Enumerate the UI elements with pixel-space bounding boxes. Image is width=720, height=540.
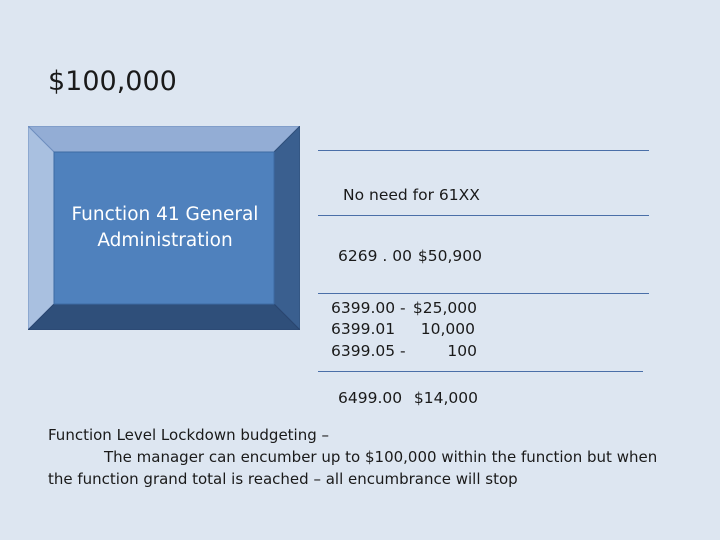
- table-cell-account: 6269 . 00: [338, 247, 412, 265]
- note-text: No need for 61XX: [343, 186, 480, 204]
- footer-line: the function grand total is reached – all encumbrance will stop: [48, 470, 518, 488]
- table-cell-amount: $25,000: [412, 299, 477, 317]
- divider: [318, 371, 643, 372]
- bevel-top: [28, 126, 300, 152]
- table-cell-account: 6399.01: [331, 320, 396, 338]
- table-cell-amount: $14,000: [413, 389, 478, 407]
- divider: [318, 293, 649, 294]
- footer-heading: Function Level Lockdown budgeting –: [48, 426, 330, 444]
- bevel-right: [274, 126, 300, 330]
- divider: [318, 150, 649, 151]
- table-cell-amount: $50,900: [417, 247, 482, 265]
- function-label-line2: Administration: [97, 230, 233, 251]
- table-cell-account: 6399.05 -: [331, 342, 406, 360]
- footer-line: The manager can encumber up to $100,000 within the function but when: [104, 448, 658, 466]
- table-cell-amount: 100: [447, 342, 477, 360]
- page-title: $100,000: [48, 66, 177, 97]
- function-label-line1: Function 41 General: [71, 204, 259, 225]
- table-cell-account: 6499.00: [338, 389, 403, 407]
- bevel-left: [28, 126, 54, 330]
- bevel-bottom: [28, 304, 300, 330]
- divider: [318, 215, 649, 216]
- table-cell-account: 6399.00 -: [331, 299, 406, 317]
- table-cell-amount: 10,000: [420, 320, 475, 338]
- footer-text: [48, 424, 668, 490]
- function-label: [56, 202, 274, 254]
